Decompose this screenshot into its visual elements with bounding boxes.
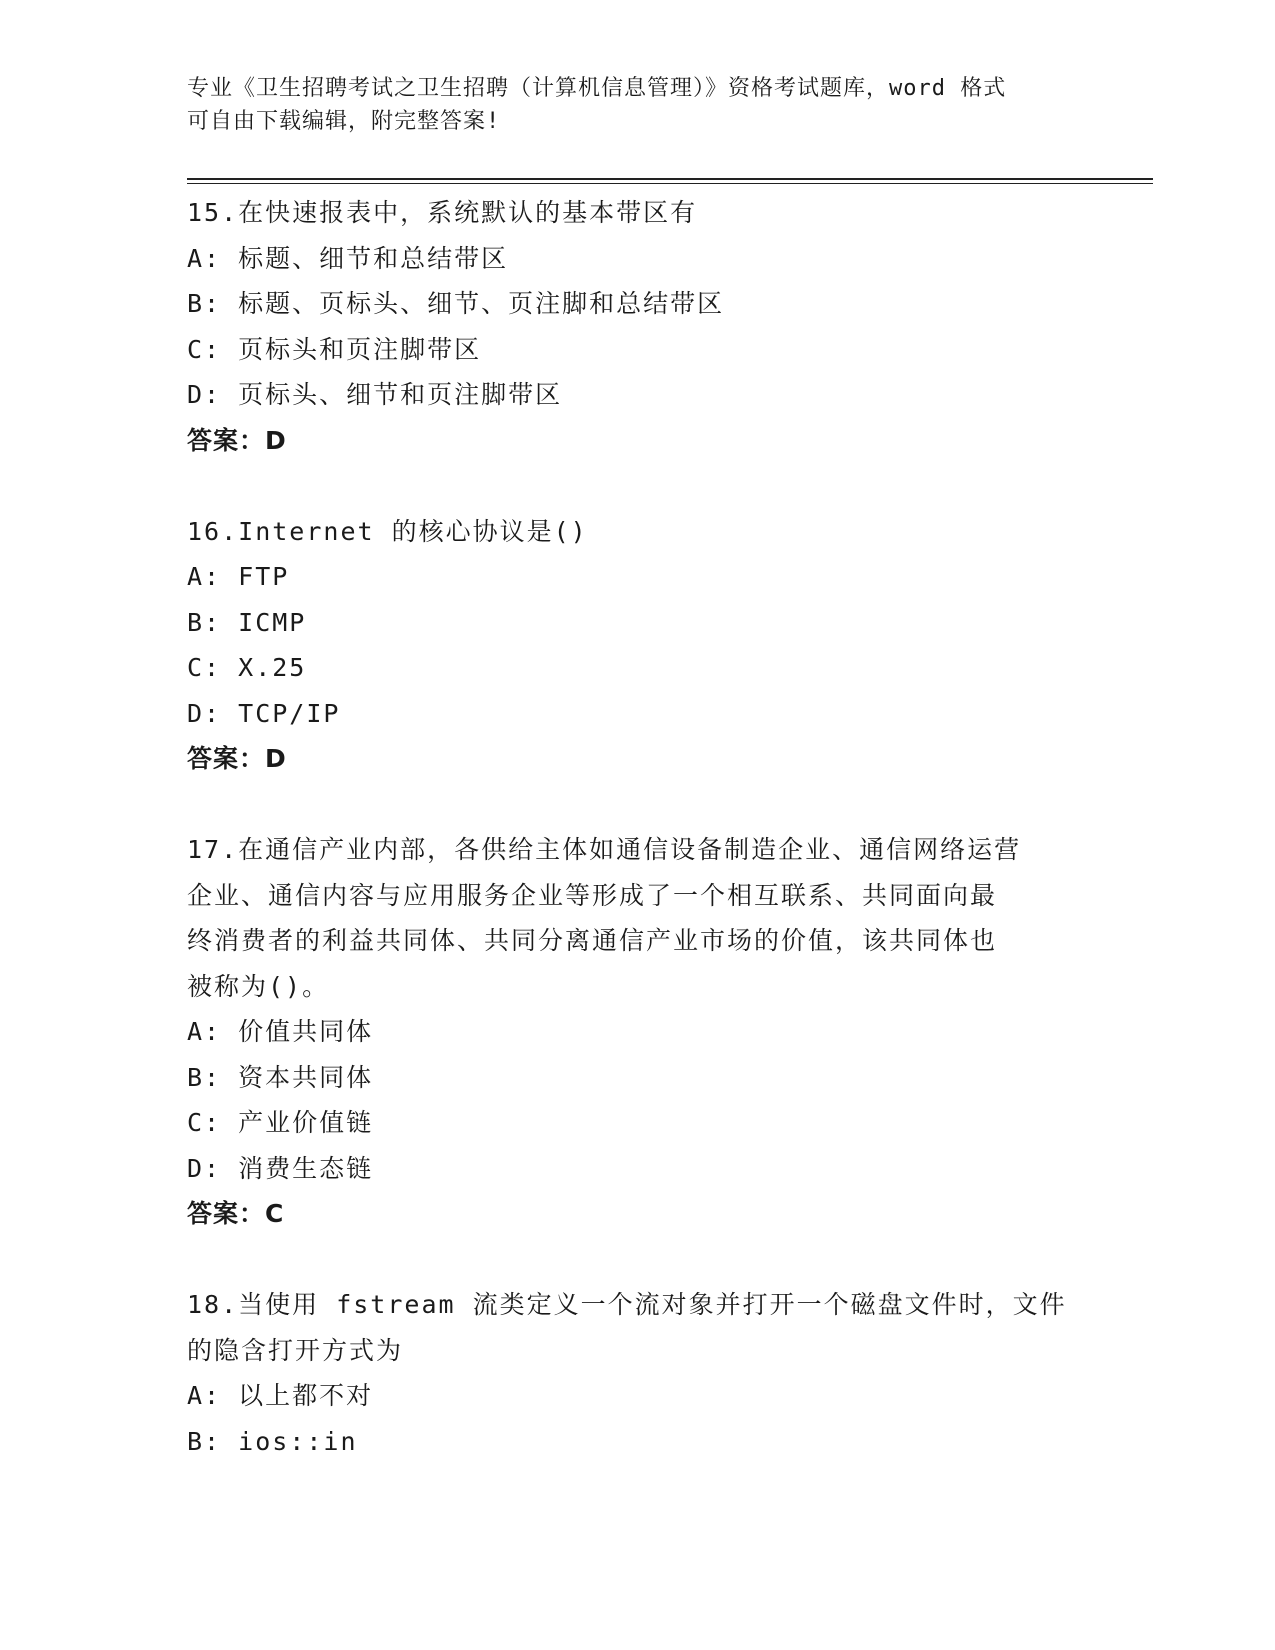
option-a: A: 价值共同体 <box>187 1017 374 1046</box>
answer-line: 答案：D <box>187 744 287 773</box>
option-b: B: ios::in <box>187 1426 358 1456</box>
option-c: C: 页标头和页注脚带区 <box>187 334 482 364</box>
question-stem-line: 的隐含打开方式为 <box>187 1335 404 1365</box>
header-divider-thick <box>187 178 1153 180</box>
option-c: C: 产业价值链 <box>187 1108 374 1137</box>
answer-line: 答案：C <box>187 1199 285 1228</box>
question-stem-line: 终消费者的利益共同体、共同分离通信产业市场的价值，该共同体也 <box>187 926 998 955</box>
question-15 <box>187 190 1087 463</box>
question-stem-line: 16.Internet 的核心协议是() <box>187 516 588 546</box>
question-spacer <box>187 1237 1087 1283</box>
option-d: D: TCP/IP <box>187 698 341 728</box>
option-b: B: 标题、页标头、细节、页注脚和总结带区 <box>187 289 725 318</box>
question-stem-line: 18.当使用 fstream 流类定义一个流对象并打开一个磁盘文件时，文件 <box>187 1290 1067 1319</box>
question-18 <box>187 1282 1087 1464</box>
option-a: A: 以上都不对 <box>187 1381 374 1410</box>
question-stem-line: 企业、通信内容与应用服务企业等形成了一个相互联系、共同面向最 <box>187 880 998 910</box>
option-b: B: ICMP <box>187 607 307 637</box>
option-d: D: 消费生态链 <box>187 1153 374 1183</box>
question-spacer <box>187 782 1087 828</box>
option-a: A: 标题、细节和总结带区 <box>187 243 509 273</box>
option-b: B: 资本共同体 <box>187 1062 374 1092</box>
question-16 <box>187 509 1087 782</box>
header-line-1: 专业《卫生招聘考试之卫生招聘（计算机信息管理）》资格考试题库，word 格式 <box>187 76 1007 101</box>
question-stem-line: 15.在快速报表中，系统默认的基本带区有 <box>187 198 698 227</box>
option-a: A: FTP <box>187 562 290 591</box>
question-stem-line: 17.在通信产业内部，各供给主体如通信设备制造企业、通信网络运营 <box>187 835 1022 864</box>
header-divider-thin <box>187 183 1153 184</box>
option-c: C: X.25 <box>187 653 307 682</box>
document-header <box>187 72 1067 138</box>
question-stem-line: 被称为()。 <box>187 971 330 1001</box>
option-d: D: 页标头、细节和页注脚带区 <box>187 380 563 409</box>
question-spacer <box>187 463 1087 509</box>
header-line-2: 可自由下载编辑，附完整答案! <box>187 109 501 134</box>
question-17 <box>187 827 1087 1237</box>
question-list <box>187 190 1087 1464</box>
answer-line: 答案：D <box>187 425 287 455</box>
